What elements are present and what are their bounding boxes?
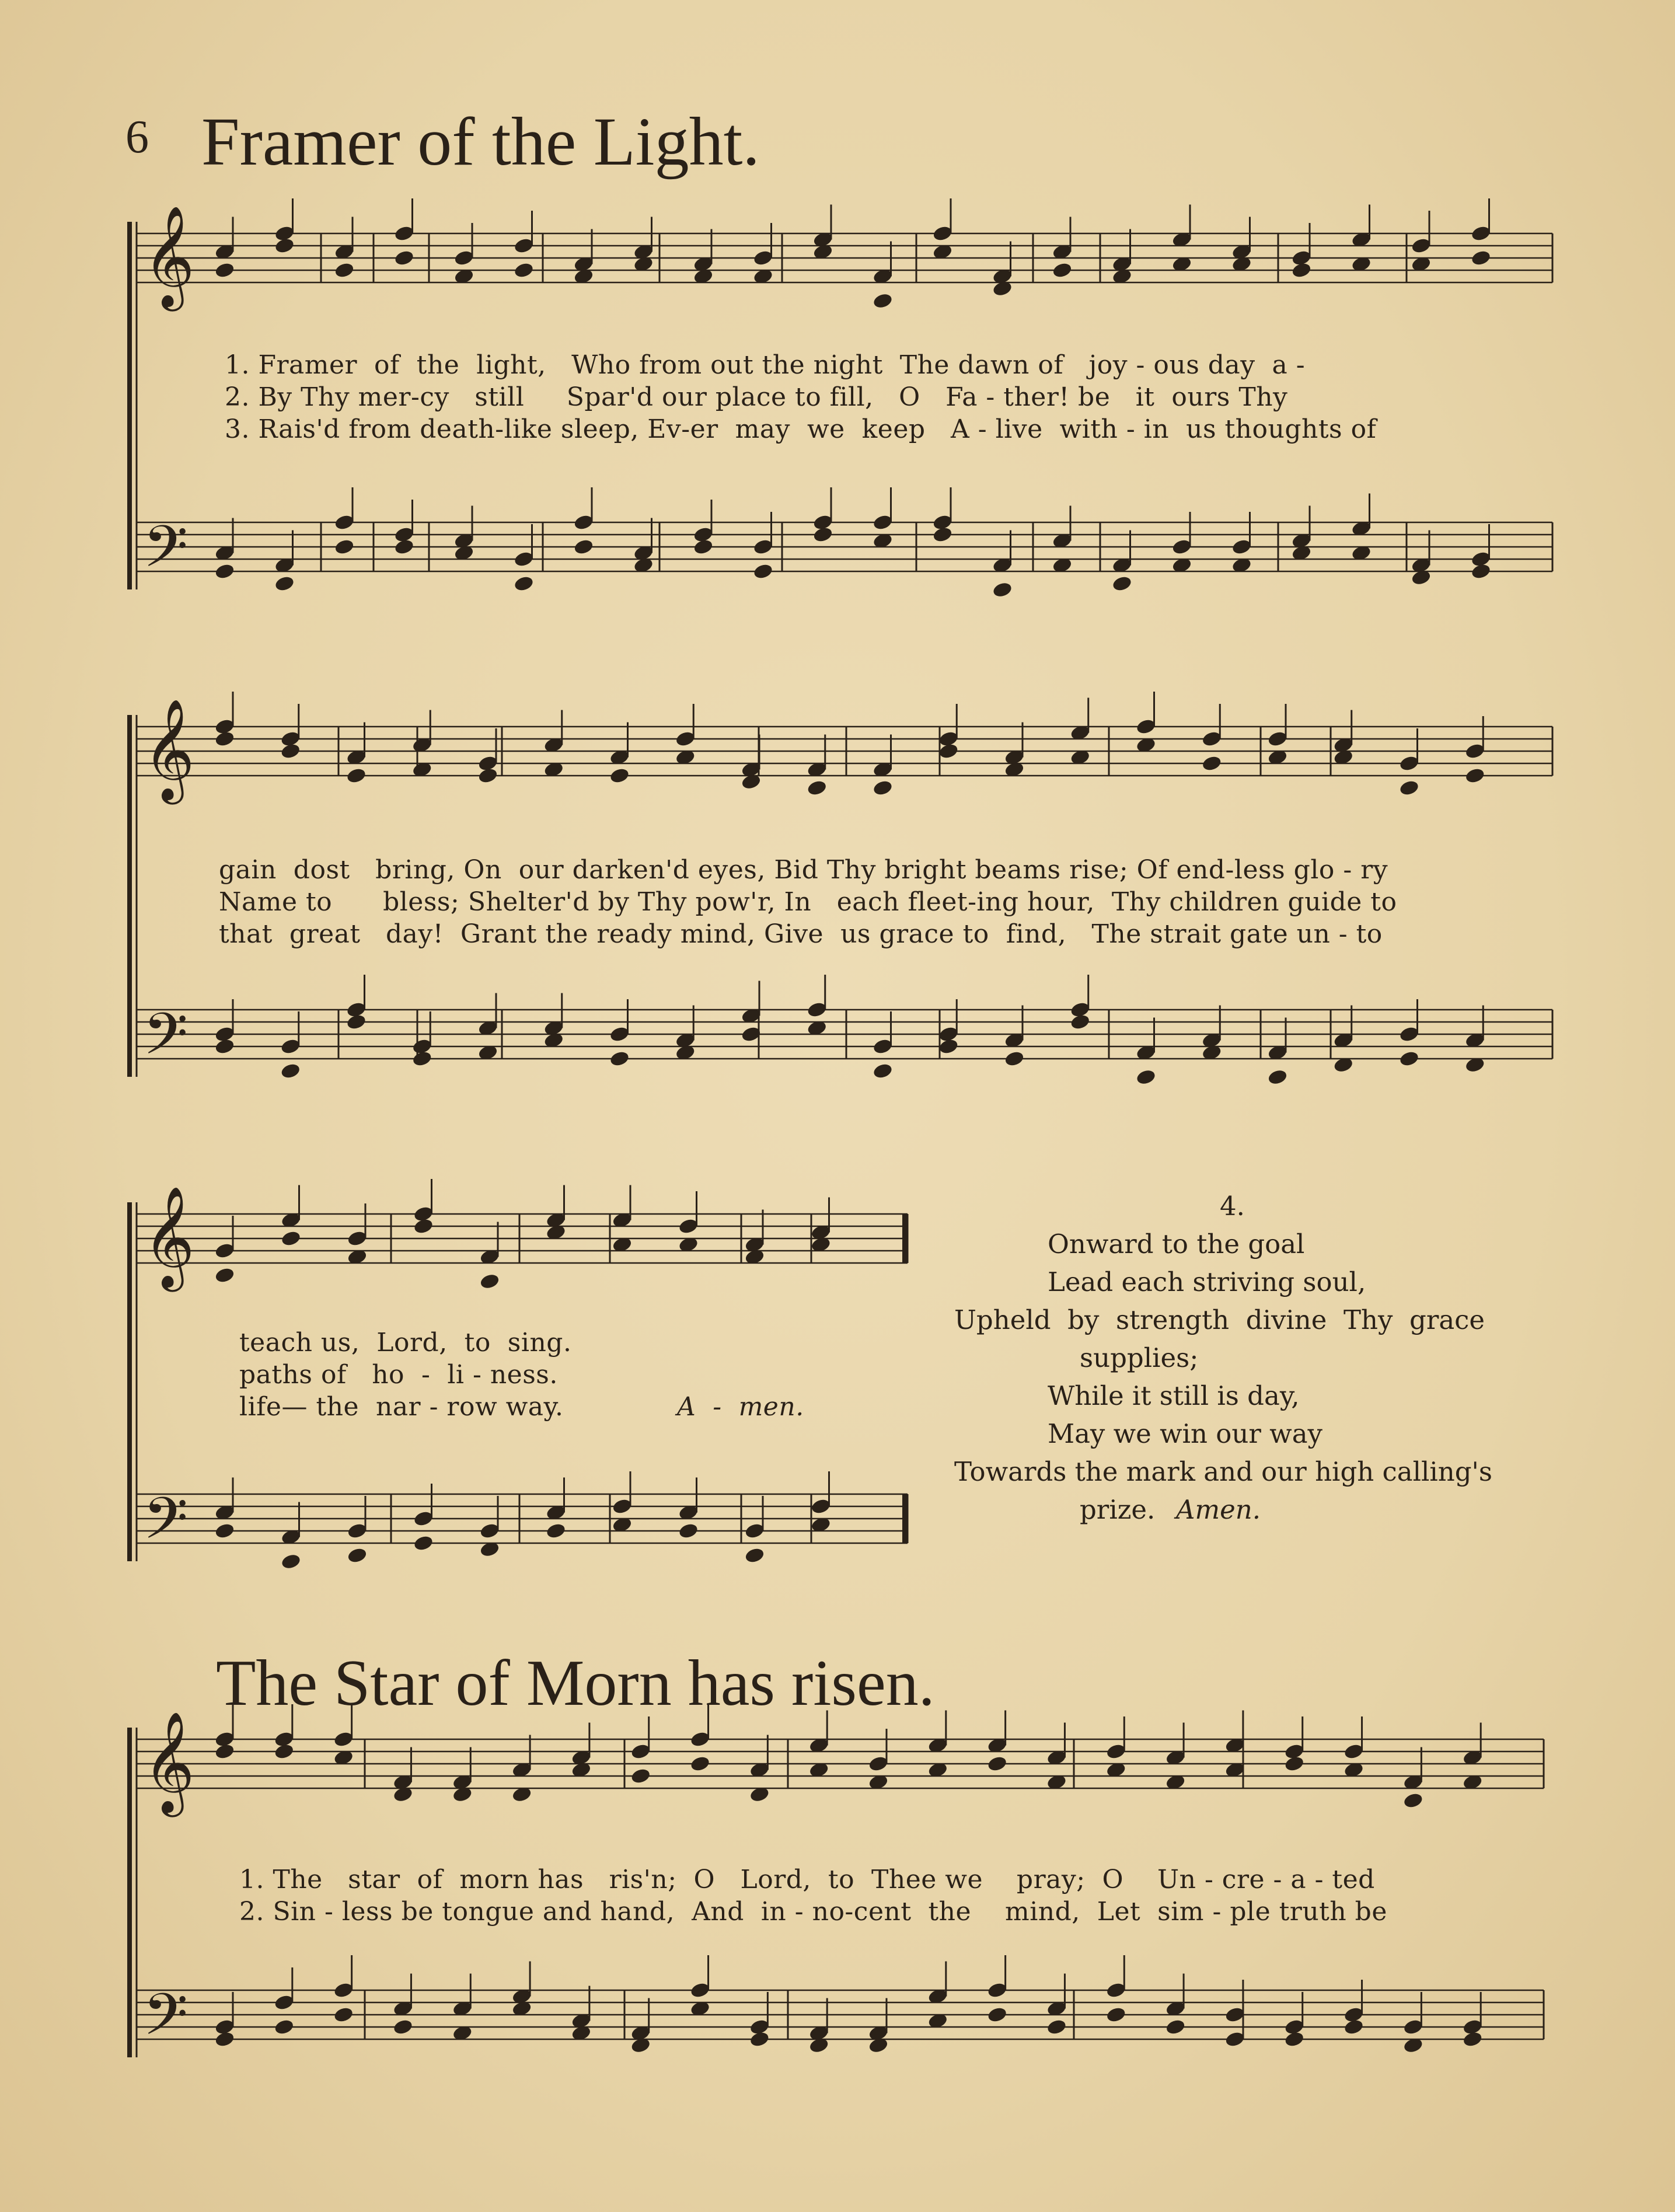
lyric-line: teach us, Lord, to sing. [239,1328,572,1358]
note-head [1399,779,1419,796]
note-head [1052,261,1072,278]
note-head [749,2030,770,2047]
note-head [334,538,354,555]
note-head [690,1730,710,1747]
note-head [280,742,301,759]
note-head [1399,1050,1419,1067]
note-head [1231,538,1252,555]
note-head [479,1522,500,1539]
note-head [214,1242,235,1259]
note-head [346,1013,367,1030]
note-head [609,767,630,784]
bass-clef: 𝄢 [143,514,189,595]
note-head [690,1755,710,1772]
bass-clef: 𝄢 [143,1981,189,2063]
note-head [1165,2018,1186,2035]
note-head [938,742,959,759]
note-head [214,261,235,278]
note-head [413,1510,434,1527]
note-head [346,767,367,784]
note-head [347,1547,367,1564]
bass-clef: 𝄢 [143,1001,189,1082]
note-head [1267,730,1287,747]
note-head [274,237,295,254]
verse-line: Lead each striving soul, [1048,1267,1366,1297]
note-head [932,225,952,242]
note-head [394,538,414,555]
note-head [479,1273,500,1290]
note-head [514,575,534,592]
note-head [333,1730,354,1747]
lyric-line: that great day! Grant the ready mind, Give us grace to find, The strait gate un - to [219,919,1383,949]
note-head [1136,1069,1156,1086]
note-head [514,261,534,278]
verse-line: May we win our way [1048,1418,1322,1449]
note-head [280,1038,301,1055]
note-head [394,225,414,242]
note-head [214,1038,235,1055]
note-head [1224,2006,1245,2023]
note-head [873,292,893,309]
note-head [693,538,713,555]
note-head [1344,2018,1364,2035]
note-head [987,1755,1007,1772]
note-head [987,1981,1007,1998]
note-head [744,1522,765,1539]
lyric-line: life— the nar - row way. [239,1392,564,1422]
treble-clef: 𝄞 [143,205,195,307]
note-head [1224,2030,1245,2047]
note-head [1267,1069,1287,1086]
note-head [873,514,893,531]
note-head [1291,261,1311,278]
note-head [1471,249,1491,266]
note-head [334,261,354,278]
amen-text: Amen. [1176,1494,1261,1525]
note-head [807,779,827,796]
note-head [612,1498,632,1515]
note-head [573,538,594,555]
note-head [214,563,235,580]
hymn-title-star-of-morn: The Star of Morn has risen. [216,1647,935,1719]
lyric-line: Name to bless; Shelter'd by Thy pow'r, In each fleet-ing hour, Thy children guide to [219,887,1397,917]
note-head [1465,767,1485,784]
note-head [753,249,773,266]
note-head [1004,1050,1024,1067]
lyric-line: 2. By Thy mer-cy still Spar'd our place to fill, O Fa - ther! be it ours Thy [225,382,1288,412]
note-head [992,581,1013,598]
note-head [333,2006,354,2023]
treble-clef: 𝄞 [143,699,195,800]
note-head [280,1062,301,1079]
lyric-line: gain dost bring, On our darken'd eyes, Bid Thy bright beams rise; Of end-less glo - ry [219,855,1388,885]
note-head [281,1553,301,1570]
note-head [1202,755,1222,772]
note-head [274,1994,294,2011]
verse-line: prize. [1080,1494,1156,1525]
note-head [514,237,534,254]
note-head [214,1743,235,1760]
note-head [868,1755,888,1772]
note-head [573,514,594,531]
note-head [274,575,295,592]
note-head [1399,755,1419,772]
note-head [1471,225,1491,242]
lyric-line: 1. The star of morn has ris'n; O Lord, to Thee we pray; O Un - cre - a - ted [239,1865,1375,1894]
note-head [1344,1743,1364,1760]
note-head [477,767,498,784]
note-head [1463,2030,1483,2047]
lyric-line: paths of ho - li - ness. [239,1360,558,1390]
note-head [347,1522,367,1539]
note-head [630,1743,651,1760]
page-number: 6 [125,111,149,163]
note-head [1106,1743,1126,1760]
hymn-title-framer-of-the-light: Framer of the Light. [201,103,760,180]
note-head [274,2018,294,2035]
note-head [1106,2006,1126,2023]
note-head [1284,2030,1304,2047]
note-head [1399,1025,1419,1042]
treble-clef: 𝄞 [143,1186,195,1288]
note-head [1403,2018,1423,2035]
note-head [347,1230,367,1247]
lyric-line: 3. Rais'd from death-like sleep, Ev-er may we keep A - live with - in us thoughts of [225,414,1377,444]
note-head [453,249,474,266]
note-head [1284,1755,1304,1772]
amen-text: A - men. [677,1392,804,1422]
note-head [938,1038,959,1055]
note-head [281,1230,301,1247]
note-head [678,1217,699,1234]
note-head [274,1743,294,1760]
verse-line: Towards the mark and our high calling's [954,1456,1492,1487]
note-head [678,1522,699,1539]
note-head [394,249,414,266]
note-head [1070,1013,1090,1030]
note-head [412,1050,432,1067]
note-head [811,1498,831,1515]
note-head [1112,575,1132,592]
note-head [1411,237,1431,254]
note-head [1465,742,1485,759]
note-head [214,2030,235,2047]
note-head [1046,2018,1067,2035]
note-head [932,526,952,543]
note-head [393,2018,413,2035]
note-head [413,1217,434,1234]
note-head [546,1522,566,1539]
note-head [413,1534,434,1551]
note-head [214,1522,235,1539]
note-head [609,1025,630,1042]
note-head [1202,730,1222,747]
note-head [214,1267,235,1283]
note-head [807,1001,827,1018]
note-head [609,1050,630,1067]
note-head [753,538,773,555]
note-head [873,1062,893,1079]
verse-line: Onward to the goal [1048,1229,1305,1259]
note-head [334,514,354,531]
note-head [873,1038,893,1055]
note-head [1471,563,1491,580]
bass-clef: 𝄢 [143,1485,189,1566]
note-head [214,730,235,747]
note-head [1403,1792,1423,1809]
note-head [753,563,773,580]
verse-number: 4. [1220,1191,1245,1222]
note-head [1106,1981,1126,1998]
verse-line: While it still is day, [1048,1380,1300,1411]
note-head [873,779,893,796]
lyric-line: 1. Framer of the light, Who from out the night The dawn of joy - ous day a - [225,350,1306,380]
verse-line: supplies; [1080,1342,1199,1373]
note-head [987,2006,1007,2023]
note-head [630,1767,651,1784]
treble-clef: 𝄞 [143,1711,195,1813]
note-head [1136,718,1156,735]
note-head [744,1547,765,1564]
note-head [514,550,534,567]
note-head [333,1981,354,1998]
note-head [675,730,696,747]
verse-line: Upheld by strength divine Thy grace [954,1304,1485,1335]
lyric-line: 2. Sin - less be tongue and hand, And in - no-cent the mind, Let sim - ple truth be [239,1897,1387,1927]
note-head [1171,538,1192,555]
note-head [690,1981,710,1998]
note-head [812,526,833,543]
